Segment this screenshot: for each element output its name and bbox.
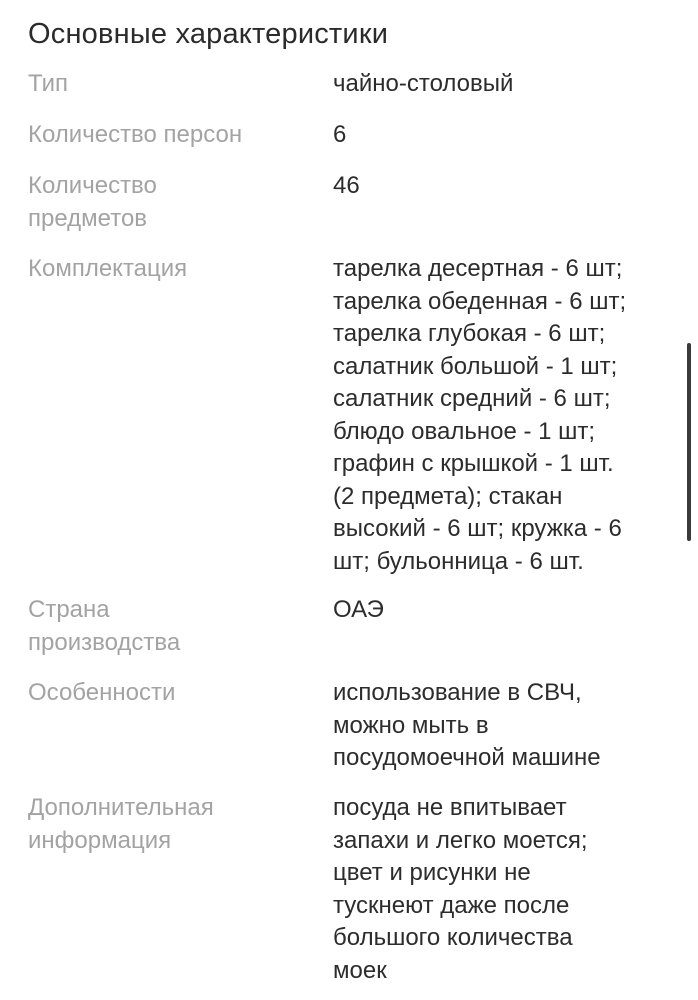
spec-value: 6 [333, 121, 347, 148]
spec-label: Дополнительная информация [28, 794, 214, 854]
spec-label: Количество предметов [28, 172, 157, 232]
spec-value: использование в СВЧ, можно мыть в посудомоечной машине [333, 679, 601, 771]
spec-label: Страна производства [28, 596, 181, 656]
spec-label: Тип [28, 70, 69, 97]
scrollbar-thumb[interactable] [687, 343, 691, 541]
spec-label: Особенности [28, 679, 176, 706]
spec-value: чайно-столовый [333, 70, 514, 97]
spec-label: Количество персон [28, 121, 243, 148]
spec-value: посуда не впитывает запахи и легко моется; цвет и рисунки не тускнеют даже после большого количества моек [333, 794, 588, 984]
spec-value: 46 [333, 172, 360, 199]
section-title: Основные характеристики [28, 18, 389, 50]
spec-label: Комплектация [28, 255, 188, 282]
spec-value: ОАЭ [333, 596, 384, 623]
spec-value: тарелка десертная - 6 шт; тарелка обеденная - 6 шт; тарелка глубокая - 6 шт; салатник большой - 1 шт; салатник средний - 6 шт; блюдо овальное - 1 шт; графин с крышкой - 1 шт. (2 предмета); стакан высокий - 6 шт; кружка - 6 шт; бульонница - 6 шт. [333, 255, 627, 575]
